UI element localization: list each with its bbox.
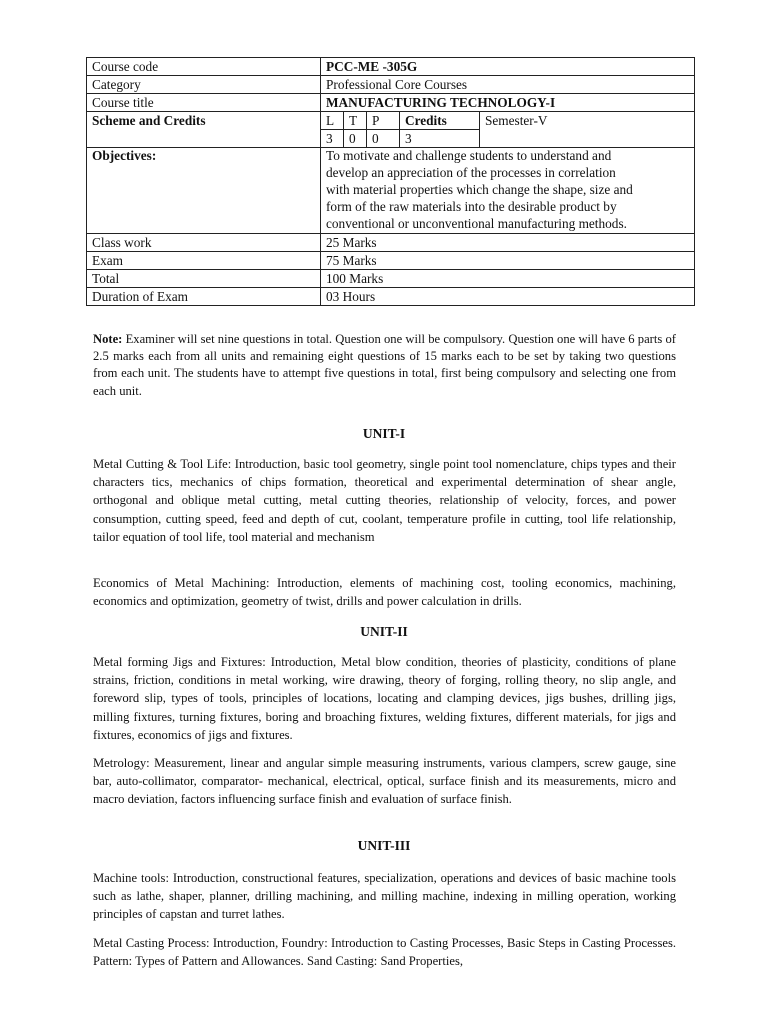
course-code-label: Course code	[87, 58, 321, 76]
practical-value: 0	[367, 130, 400, 148]
table-row	[87, 251, 695, 269]
lecture-label: L	[321, 112, 344, 130]
objectives-line: develop an appreciation of the processes in correlation	[326, 164, 616, 180]
lecture-value: 3	[321, 130, 344, 148]
classwork-value: 25 Marks	[321, 233, 695, 251]
unit-1-paragraph-1: Metal Cutting & Tool Life: Introduction, basic tool geometry, single point tool nomenclature, chips types and their characters tics, mechanics of chips formation, theoretical and experimental determination of shear angle, orthogonal and oblique metal cutting, metal cutting theories, relationship of velocity, forces, and power consumption, cutting speed, feed and depth of cut, coolant, temperature profile in cutting, tool life relationship, tailor equation of tool life, tool material and mechanism	[93, 457, 676, 544]
exam-label: Exam	[87, 251, 321, 269]
course-code-value: PCC-ME -305G	[321, 58, 695, 76]
objectives-line: To motivate and challenge students to understand and	[326, 148, 612, 163]
table-row	[87, 112, 695, 130]
category-value: Professional Core Courses	[321, 76, 695, 94]
unit-2-heading: UNIT-II	[360, 624, 408, 639]
objectives-line: with material properties which change the shape, size and	[326, 181, 633, 197]
objectives-label: Objectives:	[87, 148, 321, 234]
table-row	[87, 287, 695, 305]
exam-value: 75 Marks	[321, 251, 695, 269]
duration-value: 03 Hours	[321, 287, 695, 305]
unit-3-paragraph-2: Metal Casting Process: Introduction, Foundry: Introduction to Casting Processes, Basic Steps in Casting Processes. Pattern: Types of Pattern and Allowances. Sand Casting: Sand Properties,	[93, 936, 676, 969]
objectives-line: conventional or unconventional manufacturing methods.	[326, 215, 627, 231]
table-row	[87, 76, 695, 94]
tutorial-label: T	[344, 112, 367, 130]
exam-note	[93, 331, 676, 400]
practical-label: P	[367, 112, 400, 130]
total-value: 100 Marks	[321, 269, 695, 287]
note-label: Note:	[93, 332, 123, 346]
course-title-label: Course title	[87, 94, 321, 112]
unit-2-paragraph-1: Metal forming Jigs and Fixtures: Introduction, Metal blow condition, theories of plasticity, conditions of plane strains, friction, conditions in metal working, wire drawing, theory of forging, rolling theory, no slip angle, and foreword slip, types of tools, principles of locations, locating and clamping devices, jigs bushes, drilling jigs, milling fixtures, turning fixtures, boring and broaching fixtures, welding fixtures, different materials, for jigs and fixtures, economics of jigs and fixtures.	[93, 655, 676, 742]
tutorial-value: 0	[344, 130, 367, 148]
objectives-line: form of the raw materials into the desirable product by	[326, 198, 617, 214]
duration-label: Duration of Exam	[87, 287, 321, 305]
objectives-text	[321, 148, 695, 234]
unit-1-paragraph-2: Economics of Metal Machining: Introduction, elements of machining cost, tooling economics, machining, economics and optimization, geometry of twist, drills and power calculation in drills.	[93, 576, 676, 609]
table-row	[87, 233, 695, 251]
unit-1-heading: UNIT-I	[362, 426, 406, 441]
course-details-table	[86, 57, 695, 306]
unit-3-heading: UNIT-III	[357, 838, 411, 853]
semester-value: Semester-V	[480, 112, 695, 148]
category-label: Category	[87, 76, 321, 94]
unit-3-paragraph-1: Machine tools: Introduction, constructional features, specialization, operations and devices of basic machine tools such as lathe, shaper, planner, drilling machining, and milling machine, indexing in milling operation, working principles of capstan and turret lathes.	[93, 871, 676, 922]
credits-value: 3	[400, 130, 480, 148]
table-row	[87, 58, 695, 76]
table-row	[87, 148, 695, 234]
classwork-label: Class work	[87, 233, 321, 251]
note-text: Examiner will set nine questions in total. Question one will be compulsory. Question one will have 6 parts of 2.5 marks each from all units and remaining eight questions of 15 marks each to be set by taking two questions from each unit. The students have to attempt five questions in total, first being compulsory and selecting one from each unit.	[93, 332, 676, 398]
unit-2-paragraph-2: Metrology: Measurement, linear and angular simple measuring instruments, various clampers, screw gauge, sine bar, auto-collimator, comparator- mechanical, electrical, optical, surface finish and its measurements, micro and macro deviation, factors influencing surface finish and evaluation of surface finish.	[93, 756, 676, 807]
table-row	[87, 269, 695, 287]
scheme-credits-label: Scheme and Credits	[87, 112, 321, 148]
total-label: Total	[87, 269, 321, 287]
credits-label: Credits	[400, 112, 480, 130]
course-title-value: MANUFACTURING TECHNOLOGY-I	[321, 94, 695, 112]
table-row	[87, 94, 695, 112]
